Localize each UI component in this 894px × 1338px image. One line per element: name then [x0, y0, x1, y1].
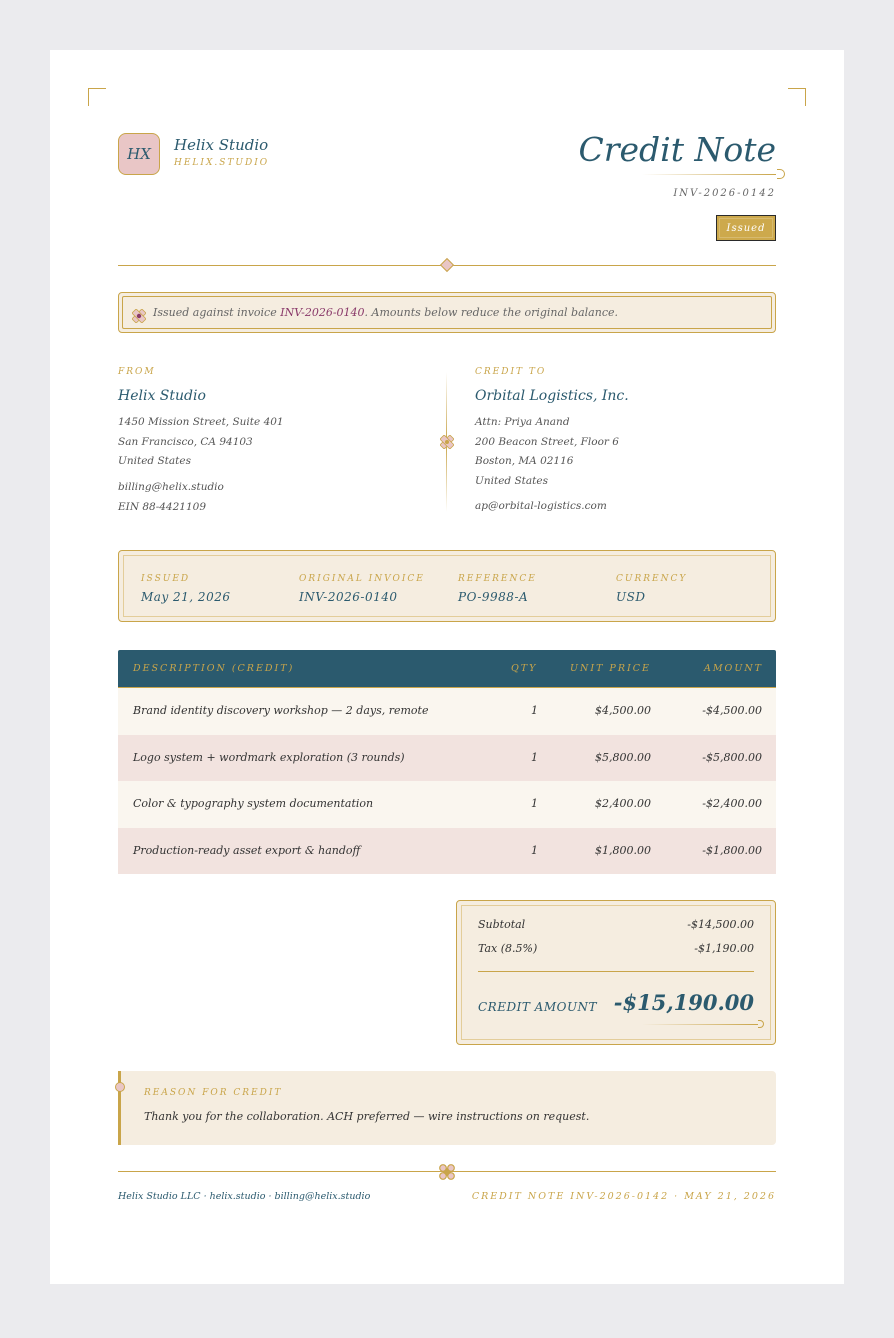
meta-value: INV-2026-0140: [299, 590, 398, 604]
reason-label: REASON FOR CREDIT: [144, 1088, 283, 1098]
cell-amount: -$2,400.00: [702, 797, 762, 810]
credit-note-page: [50, 50, 844, 1284]
tax-label: Tax (8.5%): [478, 942, 538, 955]
diamond-ornament-icon: [440, 258, 454, 272]
flower-icon: [440, 435, 454, 449]
subtotal-value: -$14,500.00: [687, 918, 754, 931]
reason-text: Thank you for the collaboration. ACH preferred — wire instructions on request.: [144, 1110, 590, 1123]
meta-value: PO-9988-A: [458, 590, 529, 604]
page-title: Credit Note: [578, 130, 776, 169]
invoice-meta: [118, 550, 776, 622]
corner-ornament-top-left: [88, 88, 106, 106]
from-email[interactable]: billing@helix.studio: [118, 481, 224, 493]
credit-notice: [118, 292, 776, 333]
credit-to-address-line: Boston, MA 02116: [475, 455, 574, 467]
invoice-meta-inner: [123, 555, 771, 617]
document-number: INV-2026-0142: [673, 188, 776, 199]
cell-amount: -$1,800.00: [702, 843, 762, 857]
cell-unit-price: $5,800.00: [595, 750, 651, 764]
credit-flourish-icon: [758, 1020, 764, 1028]
status-badge-label: Issued: [719, 218, 773, 238]
meta-reference: [458, 574, 537, 604]
cell-qty: 1: [531, 843, 538, 857]
table-row: [118, 781, 776, 828]
meta-label: ISSUED: [141, 574, 191, 584]
column-header-unit-price: UNIT PRICE: [570, 663, 651, 674]
column-header-description: DESCRIPTION (CREDIT): [133, 663, 295, 674]
brand-logo: [118, 133, 160, 175]
from-contact: [118, 478, 224, 517]
totals-box: [456, 900, 776, 1045]
credit-notice-inner: [122, 296, 772, 329]
cell-amount: -$5,800.00: [702, 750, 762, 764]
meta-currency: [616, 574, 687, 604]
status-badge: [716, 215, 776, 241]
from-address-line: United States: [118, 455, 191, 467]
from-address: [118, 413, 284, 472]
credit-to-address-line: United States: [475, 474, 548, 487]
from-name: Helix Studio: [118, 388, 206, 404]
brand-name: Helix Studio: [174, 136, 269, 154]
credit-to-address-line: 200 Beacon Street, Floor 6: [475, 435, 619, 448]
meta-label: CURRENCY: [616, 574, 688, 584]
cell-qty: 1: [531, 704, 538, 717]
notice-invoice-link[interactable]: INV-2026-0140: [280, 306, 365, 319]
tax-value: -$1,190.00: [694, 942, 754, 955]
from-address-line: 1450 Mission Street, Suite 401: [118, 416, 284, 428]
circle-ornament-icon: [115, 1082, 125, 1092]
reason-panel: [118, 1071, 776, 1145]
footer-contact: Helix Studio LLC · helix.studio · billing@helix.studio: [118, 1191, 371, 1202]
cell-description: Logo system + wordmark exploration (3 rounds): [133, 750, 405, 764]
footer-doc-info: CREDIT NOTE INV-2026-0142 · MAY 21, 2026: [471, 1191, 776, 1202]
title-underline: [642, 174, 776, 175]
table-row: [118, 735, 776, 782]
credit-to-address: [475, 413, 619, 491]
meta-value: USD: [616, 590, 646, 604]
from-ein: EIN 88-4421109: [118, 500, 207, 513]
meta-original-invoice: [299, 574, 425, 604]
cell-qty: 1: [531, 750, 538, 764]
column-header-amount: AMOUNT: [703, 663, 763, 674]
from-label: FROM: [118, 367, 156, 377]
title-flourish-icon: [777, 169, 785, 179]
credit-to-address-line: Attn: Priya Anand: [475, 416, 570, 428]
credit-to-label: CREDIT TO: [475, 367, 547, 377]
cell-unit-price: $2,400.00: [595, 797, 651, 810]
totals-box-inner: [461, 905, 771, 1040]
table-row: [118, 688, 776, 735]
cell-description: Brand identity discovery workshop — 2 days, remote: [133, 704, 429, 717]
cell-description: Color & typography system documentation: [133, 797, 374, 810]
credit-to-name: Orbital Logistics, Inc.: [475, 388, 629, 404]
line-items-table: [118, 650, 776, 874]
subtotal-label: Subtotal: [478, 918, 526, 931]
cell-amount: -$4,500.00: [702, 704, 762, 717]
notice-prefix: Issued against invoice: [153, 306, 277, 319]
table-header: [118, 650, 776, 688]
credit-amount-value: -$15,190.00: [613, 990, 754, 1015]
flower-icon: [132, 309, 146, 323]
credit-amount-underline: [642, 1024, 758, 1025]
meta-value: May 21, 2026: [141, 590, 231, 604]
credit-to-email[interactable]: ap@orbital-logistics.com: [475, 500, 607, 512]
cell-qty: 1: [531, 797, 538, 810]
totals-divider: [478, 971, 754, 972]
notice-suffix: . Amounts below reduce the original balance.: [364, 306, 618, 319]
brand-domain: HELIX.STUDIO: [174, 158, 270, 168]
from-address-line: San Francisco, CA 94103: [118, 435, 253, 448]
meta-issued: [141, 574, 230, 604]
meta-label: ORIGINAL INVOICE: [299, 574, 425, 584]
cell-description: Production-ready asset export & handoff: [133, 843, 361, 857]
flower-icon: [439, 1164, 455, 1180]
column-header-qty: QTY: [511, 663, 538, 674]
credit-amount-label: CREDIT AMOUNT: [478, 1000, 598, 1014]
logo-initials: HX: [127, 145, 151, 163]
cell-unit-price: $1,800.00: [595, 843, 651, 857]
cell-unit-price: $4,500.00: [595, 704, 651, 717]
meta-label: REFERENCE: [458, 574, 537, 584]
table-row: [118, 828, 776, 875]
corner-ornament-top-right: [788, 88, 806, 106]
